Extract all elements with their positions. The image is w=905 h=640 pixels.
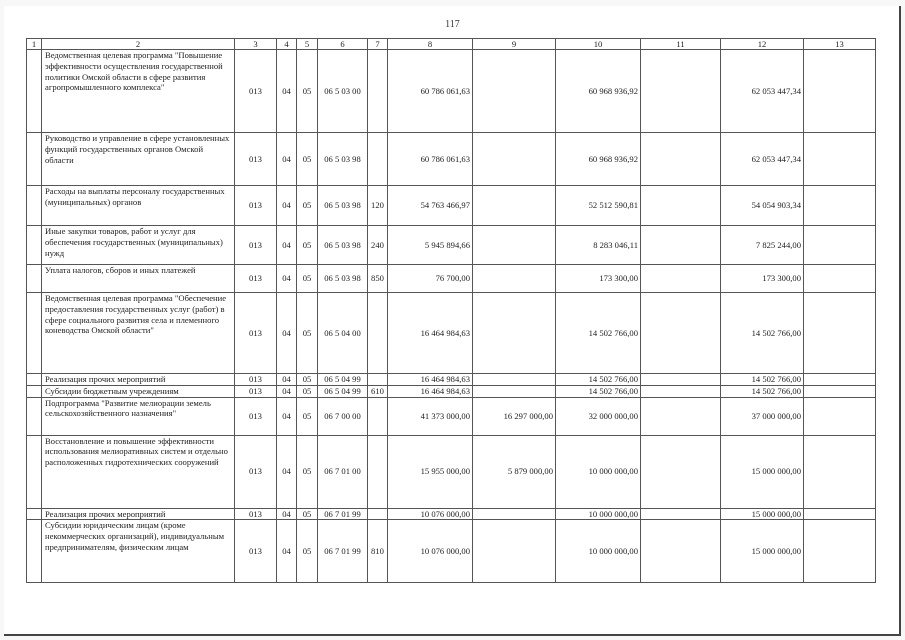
table-body	[27, 50, 876, 583]
table-row	[27, 520, 876, 583]
cell-amount: 8 283 046,11	[556, 226, 641, 265]
table-row	[27, 435, 876, 508]
cell-section: 04	[277, 265, 297, 293]
cell-description: Восстановление и повышение эффективности использования мелиоративных систем и отдельно расположенных гидротехнических сооружений	[42, 435, 235, 508]
cell-amount-federal	[641, 50, 721, 133]
cell-target-article: 06 5 03 98	[318, 265, 368, 293]
cell-amount: 54 054 903,34	[721, 186, 804, 226]
column-header: 9	[473, 39, 556, 50]
cell-target-article: 06 5 04 99	[318, 385, 368, 397]
cell-description: Подпрограмма "Развитие мелиорации земель сельскохозяйственного назначения"	[42, 397, 235, 435]
table-row	[27, 385, 876, 397]
cell-amount-federal	[804, 520, 876, 583]
cell-target-article: 06 5 04 99	[318, 374, 368, 386]
cell-amount: 37 000 000,00	[721, 397, 804, 435]
cell-amount: 60 786 061,63	[388, 133, 473, 186]
cell-expense-type	[368, 508, 388, 520]
column-header: 11	[641, 39, 721, 50]
cell-amount-federal	[804, 397, 876, 435]
cell-num	[27, 374, 42, 386]
cell-amount-federal	[641, 520, 721, 583]
table-row	[27, 265, 876, 293]
cell-amount: 5 945 894,66	[388, 226, 473, 265]
cell-expense-type: 810	[368, 520, 388, 583]
cell-amount: 7 825 244,00	[721, 226, 804, 265]
cell-amount: 62 053 447,34	[721, 133, 804, 186]
cell-section: 04	[277, 508, 297, 520]
cell-target-article: 06 7 01 99	[318, 508, 368, 520]
cell-code: 013	[235, 508, 277, 520]
cell-expense-type	[368, 50, 388, 133]
cell-amount-federal	[473, 226, 556, 265]
cell-amount: 14 502 766,00	[721, 374, 804, 386]
cell-amount-federal	[804, 226, 876, 265]
cell-target-article: 06 5 03 98	[318, 186, 368, 226]
cell-subsection: 05	[297, 186, 318, 226]
cell-amount: 10 076 000,00	[388, 520, 473, 583]
column-header: 8	[388, 39, 473, 50]
cell-amount-federal	[473, 50, 556, 133]
cell-amount-federal	[804, 385, 876, 397]
cell-amount-federal	[473, 186, 556, 226]
cell-section: 04	[277, 50, 297, 133]
cell-section: 04	[277, 374, 297, 386]
cell-expense-type	[368, 397, 388, 435]
cell-subsection: 05	[297, 265, 318, 293]
cell-subsection: 05	[297, 397, 318, 435]
cell-amount: 76 700,00	[388, 265, 473, 293]
cell-description: Субсидии бюджетным учреждениям	[42, 385, 235, 397]
cell-amount: 10 000 000,00	[556, 508, 641, 520]
cell-target-article: 06 5 03 98	[318, 226, 368, 265]
cell-amount: 14 502 766,00	[556, 385, 641, 397]
cell-amount-federal	[641, 186, 721, 226]
cell-amount: 60 968 936,92	[556, 133, 641, 186]
table-row	[27, 186, 876, 226]
cell-target-article: 06 7 01 00	[318, 435, 368, 508]
cell-description: Уплата налогов, сборов и иных платежей	[42, 265, 235, 293]
cell-num	[27, 133, 42, 186]
cell-amount: 60 968 936,92	[556, 50, 641, 133]
cell-amount: 16 464 984,63	[388, 374, 473, 386]
cell-section: 04	[277, 293, 297, 374]
cell-amount-federal	[641, 508, 721, 520]
cell-code: 013	[235, 293, 277, 374]
cell-subsection: 05	[297, 435, 318, 508]
cell-amount: 15 955 000,00	[388, 435, 473, 508]
cell-subsection: 05	[297, 50, 318, 133]
cell-expense-type	[368, 293, 388, 374]
cell-subsection: 05	[297, 508, 318, 520]
cell-code: 013	[235, 226, 277, 265]
cell-amount-federal	[473, 385, 556, 397]
cell-amount-federal	[473, 293, 556, 374]
cell-amount-federal	[641, 226, 721, 265]
cell-num	[27, 265, 42, 293]
cell-subsection: 05	[297, 293, 318, 374]
cell-amount-federal	[641, 374, 721, 386]
page-number: 117	[445, 19, 460, 30]
cell-expense-type: 240	[368, 226, 388, 265]
cell-amount-federal	[641, 133, 721, 186]
table-header-row	[27, 39, 876, 50]
cell-subsection: 05	[297, 385, 318, 397]
column-header: 3	[235, 39, 277, 50]
cell-code: 013	[235, 374, 277, 386]
cell-target-article: 06 7 01 99	[318, 520, 368, 583]
cell-subsection: 05	[297, 226, 318, 265]
cell-amount: 60 786 061,63	[388, 50, 473, 133]
cell-target-article: 06 7 00 00	[318, 397, 368, 435]
cell-num	[27, 520, 42, 583]
cell-amount: 10 000 000,00	[556, 520, 641, 583]
column-header: 7	[368, 39, 388, 50]
cell-num	[27, 397, 42, 435]
cell-amount-federal	[641, 435, 721, 508]
cell-expense-type	[368, 435, 388, 508]
cell-amount-federal	[804, 265, 876, 293]
cell-num	[27, 435, 42, 508]
column-header: 2	[42, 39, 235, 50]
cell-amount: 32 000 000,00	[556, 397, 641, 435]
cell-section: 04	[277, 435, 297, 508]
cell-amount: 173 300,00	[556, 265, 641, 293]
cell-section: 04	[277, 186, 297, 226]
cell-amount: 54 763 466,97	[388, 186, 473, 226]
cell-expense-type: 850	[368, 265, 388, 293]
column-header: 4	[277, 39, 297, 50]
cell-description: Субсидии юридическим лицам (кроме некоммерческих организаций), индивидуальным предпринимателям, физическим лицам	[42, 520, 235, 583]
cell-num	[27, 186, 42, 226]
column-header: 1	[27, 39, 42, 50]
cell-amount-federal	[804, 508, 876, 520]
cell-num	[27, 50, 42, 133]
cell-description: Ведомственная целевая программа "Обеспечение предоставления государственных услуг (работ) в сфере социального развития села и племенного коневодства Омской области"	[42, 293, 235, 374]
table-row	[27, 508, 876, 520]
cell-code: 013	[235, 435, 277, 508]
cell-section: 04	[277, 133, 297, 186]
table-row	[27, 293, 876, 374]
cell-amount-federal	[804, 186, 876, 226]
cell-expense-type: 610	[368, 385, 388, 397]
cell-code: 013	[235, 265, 277, 293]
cell-amount-federal	[473, 520, 556, 583]
cell-expense-type: 120	[368, 186, 388, 226]
table-row	[27, 50, 876, 133]
cell-description: Руководство и управление в сфере установленных функций государственных органов Омской области	[42, 133, 235, 186]
cell-num	[27, 508, 42, 520]
column-header: 10	[556, 39, 641, 50]
cell-section: 04	[277, 385, 297, 397]
cell-code: 013	[235, 133, 277, 186]
cell-amount-federal	[641, 265, 721, 293]
cell-amount-federal: 16 297 000,00	[473, 397, 556, 435]
cell-amount: 14 502 766,00	[556, 293, 641, 374]
cell-section: 04	[277, 397, 297, 435]
cell-num	[27, 226, 42, 265]
cell-code: 013	[235, 397, 277, 435]
cell-expense-type	[368, 374, 388, 386]
cell-amount-federal	[804, 435, 876, 508]
cell-num	[27, 385, 42, 397]
cell-target-article: 06 5 04 00	[318, 293, 368, 374]
column-header: 6	[318, 39, 368, 50]
cell-section: 04	[277, 226, 297, 265]
cell-amount: 15 000 000,00	[721, 508, 804, 520]
cell-amount: 14 502 766,00	[721, 293, 804, 374]
cell-amount: 52 512 590,81	[556, 186, 641, 226]
cell-amount: 14 502 766,00	[556, 374, 641, 386]
table-row	[27, 133, 876, 186]
cell-amount: 15 000 000,00	[721, 435, 804, 508]
cell-description: Реализация прочих мероприятий	[42, 508, 235, 520]
cell-amount-federal	[804, 293, 876, 374]
table-row	[27, 374, 876, 386]
cell-amount: 14 502 766,00	[721, 385, 804, 397]
cell-amount-federal	[641, 397, 721, 435]
column-header: 12	[721, 39, 804, 50]
cell-subsection: 05	[297, 374, 318, 386]
cell-description: Иные закупки товаров, работ и услуг для обеспечения государственных (муниципальных) нужд	[42, 226, 235, 265]
cell-description: Реализация прочих мероприятий	[42, 374, 235, 386]
cell-amount-federal	[473, 374, 556, 386]
cell-code: 013	[235, 520, 277, 583]
cell-expense-type	[368, 133, 388, 186]
cell-num	[27, 293, 42, 374]
cell-amount: 62 053 447,34	[721, 50, 804, 133]
cell-amount: 10 076 000,00	[388, 508, 473, 520]
cell-amount: 10 000 000,00	[556, 435, 641, 508]
cell-code: 013	[235, 385, 277, 397]
cell-amount: 15 000 000,00	[721, 520, 804, 583]
cell-amount-federal: 5 879 000,00	[473, 435, 556, 508]
cell-amount-federal	[473, 133, 556, 186]
cell-code: 013	[235, 50, 277, 133]
cell-subsection: 05	[297, 520, 318, 583]
budget-table	[26, 38, 876, 583]
cell-amount-federal	[641, 293, 721, 374]
cell-amount-federal	[473, 265, 556, 293]
cell-target-article: 06 5 03 98	[318, 133, 368, 186]
cell-amount: 16 464 984,63	[388, 385, 473, 397]
table-row	[27, 397, 876, 435]
cell-target-article: 06 5 03 00	[318, 50, 368, 133]
cell-amount-federal	[473, 508, 556, 520]
column-header: 13	[804, 39, 876, 50]
cell-amount-federal	[641, 385, 721, 397]
cell-amount-federal	[804, 374, 876, 386]
cell-amount-federal	[804, 133, 876, 186]
table-row	[27, 226, 876, 265]
cell-amount: 16 464 984,63	[388, 293, 473, 374]
cell-code: 013	[235, 186, 277, 226]
cell-subsection: 05	[297, 133, 318, 186]
cell-amount: 41 373 000,00	[388, 397, 473, 435]
cell-amount: 173 300,00	[721, 265, 804, 293]
cell-amount-federal	[804, 50, 876, 133]
cell-description: Ведомственная целевая программа "Повышение эффективности осуществления государственной политики Омской области в сфере развития агропромышленного комплекса"	[42, 50, 235, 133]
cell-section: 04	[277, 520, 297, 583]
cell-description: Расходы на выплаты персоналу государственных (муниципальных) органов	[42, 186, 235, 226]
column-header: 5	[297, 39, 318, 50]
